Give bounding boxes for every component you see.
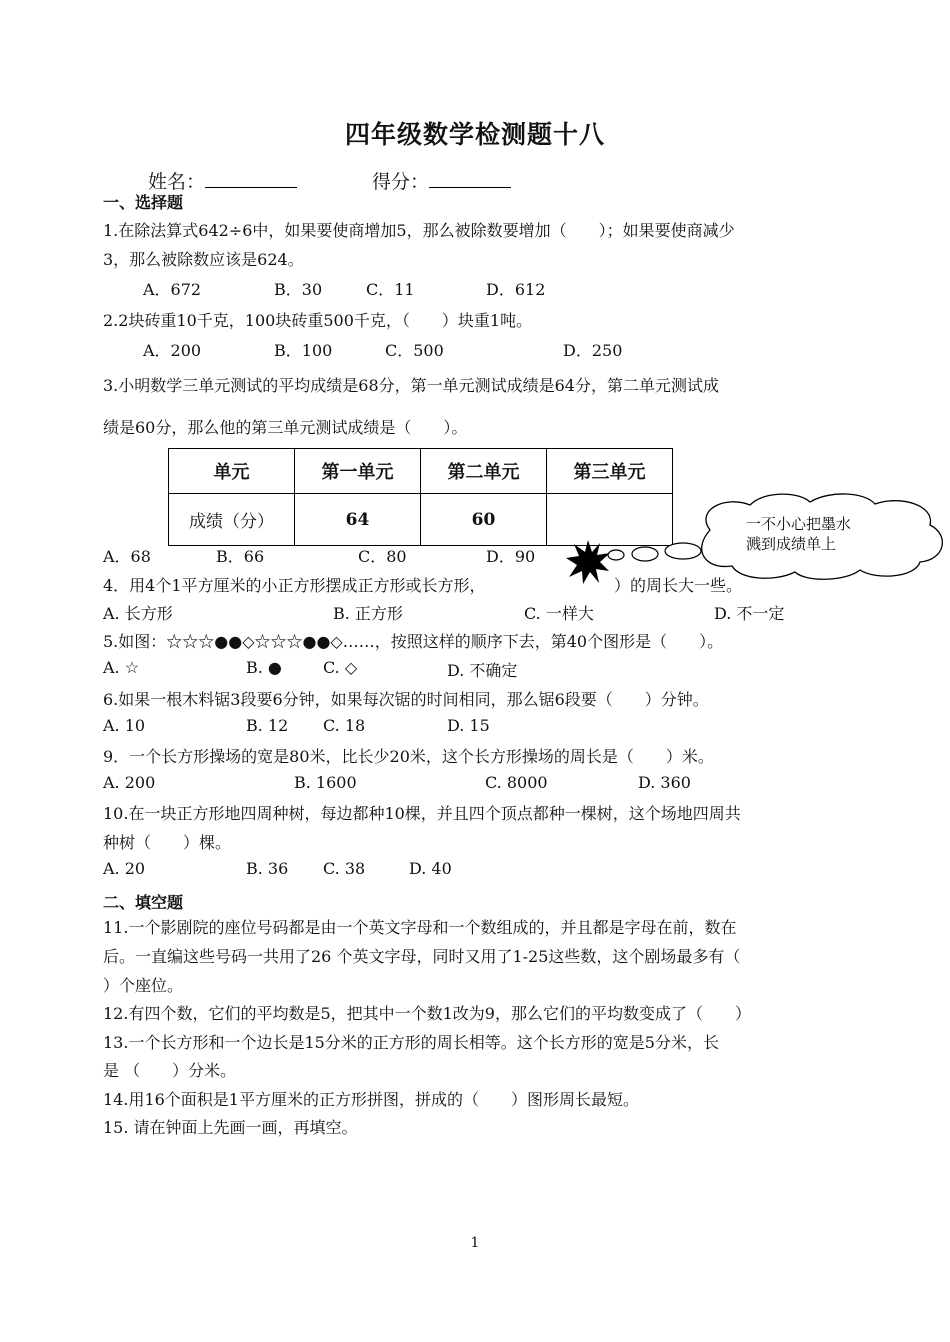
- q4-option-b: B. 正方形: [333, 604, 403, 623]
- q6-option-a: A. 10: [103, 716, 146, 735]
- q3-option-d: D．90: [486, 547, 536, 566]
- q12-line1: 12.有四个数，它们的平均数是5，把其中一个数1改为9，那么它们的平均数变成了（ ）: [103, 1004, 751, 1023]
- q1-option-c: C．11: [366, 280, 415, 299]
- bubble-text-line: 一不小心把墨水: [746, 515, 852, 533]
- bubble-dot-large: [665, 543, 701, 559]
- q9-option-d: D. 360: [638, 773, 691, 792]
- q10-line1: 10.在一块正方形地四周种树，每边都种10棵，并且四个顶点都种一棵树，这个场地四周共: [103, 804, 741, 823]
- q13-line2: 是 （ ）分米。: [103, 1061, 237, 1080]
- score-table-row: [169, 494, 673, 546]
- page-number: 1: [470, 1235, 480, 1251]
- q10-option-b: B. 36: [246, 859, 289, 878]
- q3-option-a: A．68: [103, 547, 151, 566]
- table-header-cell: 单元: [169, 449, 295, 494]
- q5-option-d: D. 不确定: [447, 661, 518, 680]
- q4-option-c: C. 一样大: [524, 604, 594, 623]
- q4-line1b: ）的周长大一些。: [614, 576, 743, 595]
- score-field: [372, 167, 511, 194]
- q4-line1a: 4．用4个1平方厘米的小正方形摆成正方形或长方形，: [103, 576, 486, 595]
- q1-option-d: D．612: [486, 280, 546, 299]
- q1-option-b: B．30: [274, 280, 323, 299]
- table-header-cell: 第三单元: [547, 449, 673, 494]
- q3-line1: 3.小明数学三单元测试的平均成绩是68分，第一单元测试成绩是64分，第二单元测试成: [103, 376, 719, 395]
- q11-line3: ）个座位。: [103, 976, 184, 995]
- q10-option-d: D. 40: [409, 859, 452, 878]
- q9-option-a: A. 200: [103, 773, 156, 792]
- section-choice-heading: 一、选择题: [103, 193, 184, 212]
- q15-line1: 15. 请在钟面上先画一画，再填空。: [103, 1118, 358, 1137]
- q11-line2: 后。一直编这些号码一共用了26 个英文字母，同时又用了1-25这些数，这个剧场最多有（: [103, 947, 741, 966]
- q1-line2: 3，那么被除数应该是624。: [103, 250, 304, 269]
- q4-option-d: D. 不一定: [714, 604, 785, 623]
- score-table-header-row: [169, 449, 673, 494]
- table-cell: 64: [295, 494, 421, 546]
- q1-option-a: A．672: [143, 280, 202, 299]
- bubble-dot-medium: [632, 547, 658, 561]
- q11-line1: 11.一个影剧院的座位号码都是由一个英文字母和一个数组成的，并且都是字母在前，数在: [103, 918, 737, 937]
- q2-option-c: C．500: [385, 341, 444, 360]
- table-header-cell: 第二单元: [421, 449, 547, 494]
- page-title: 四年级数学检测题十八: [344, 120, 605, 149]
- q5-option-c: C. ◇: [323, 658, 358, 677]
- q6-option-c: C. 18: [323, 716, 366, 735]
- bubble-text-line: 溅到成绩单上: [746, 535, 837, 553]
- score-table: [168, 448, 673, 546]
- q9-option-c: C. 8000: [485, 773, 548, 792]
- q4-option-a: A. 长方形: [103, 604, 173, 623]
- q9-line1: 9．一个长方形操场的宽是80米，比长少20米，这个长方形操场的周长是（ ）米。: [103, 747, 714, 766]
- q2-option-d: D．250: [563, 341, 623, 360]
- q2-option-b: B．100: [274, 341, 333, 360]
- score-label: 得分：: [372, 171, 430, 193]
- q14-line1: 14.用16个面积是1平方厘米的正方形拼图，拼成的（ ）图形周长最短。: [103, 1090, 639, 1109]
- q2-option-a: A．200: [143, 341, 202, 360]
- q9-option-b: B. 1600: [294, 773, 357, 792]
- q2-line1: 2.2块砖重10千克，100块砖重500千克，（ ）块重1吨。: [103, 311, 533, 330]
- q1-line1: 1.在除法算式642÷6中，如果要使商增加5，那么被除数要增加（ ）；如果要使商减少: [103, 221, 735, 240]
- table-cell: 60: [421, 494, 547, 546]
- bubble-text: [746, 514, 851, 554]
- q5-option-a: A. ☆: [103, 658, 140, 677]
- q3-option-c: C．80: [358, 547, 407, 566]
- q10-line2: 种树（ ）棵。: [103, 833, 232, 852]
- bubble-dot-small: [608, 550, 624, 560]
- table-header-cell: 第一单元: [295, 449, 421, 494]
- q6-line1: 6.如果一根木料锯3段要6分钟，如果每次锯的时间相同，那么锯6段要（ ）分钟。: [103, 690, 709, 709]
- ink-splat-icon: [566, 540, 610, 584]
- table-cell: 成绩（分）: [169, 494, 295, 546]
- q6-option-d: D. 15: [447, 716, 490, 735]
- name-blank: [205, 169, 297, 188]
- q6-option-b: B. 12: [246, 716, 289, 735]
- q13-line1: 13.一个长方形和一个边长是15分米的正方形的周长相等。这个长方形的宽是5分米，长: [103, 1033, 719, 1052]
- section-fill-heading: 二、填空题: [103, 893, 184, 912]
- score-blank: [429, 169, 511, 188]
- q5-option-b: B. ●: [246, 658, 282, 677]
- q10-option-c: C. 38: [323, 859, 366, 878]
- q10-option-a: A. 20: [103, 859, 146, 878]
- name-label: 姓名：: [148, 171, 206, 193]
- ink-splat-shape: [566, 540, 610, 584]
- q3-line2: 绩是60分，那么他的第三单元测试成绩是（ ）。: [103, 418, 468, 437]
- q3-option-b: B．66: [216, 547, 265, 566]
- q5-line1: 5.如图：☆☆☆●●◇☆☆☆●●◇……，按照这样的顺序下去，第40个图形是（ ）。: [103, 632, 724, 651]
